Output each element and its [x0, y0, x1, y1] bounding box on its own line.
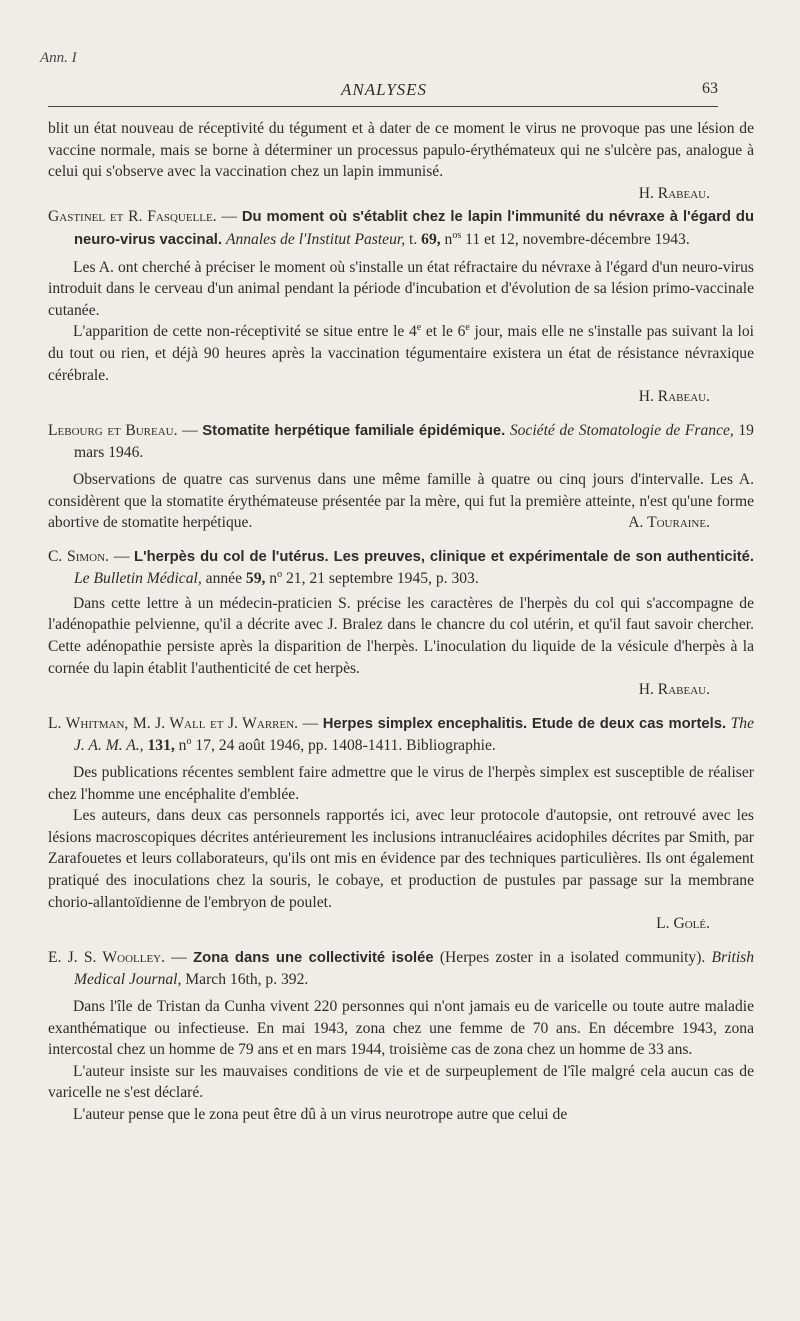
handwritten-note: Ann. I [40, 50, 77, 66]
text-column [48, 118, 754, 1126]
a3-journal: Société de Stomatologie de France, [505, 421, 734, 439]
a5-authors: L. Whitman, M. J. Wall et J. Warren. [48, 714, 299, 732]
a4-authors: C. Simon. [48, 547, 109, 565]
a2-title: Du moment où s'établit chez le lapin l'immunité du névraxe à l'égard du neuro-virus vaccinal. [74, 209, 755, 248]
a6-title: Zona dans une collectivité isolée [193, 949, 434, 966]
a2-paragraph-2: L'apparition de cette non-réceptivité se situe entre le 4e et le 6e jour, mais elle ne s'installe pas suivant la loi du tout ou rien, et déjà 90 heures après la vaccination tégumentaire existera un état de résistance névraxique cérébrale. [48, 322, 755, 384]
a6-citation: E. J. S. Woolley. — Zona dans une collectivité isolée (Herpes zoster in a isolated community). British Medical Journal, March 16th, p. 392. [48, 948, 755, 989]
a2-journal: Annales de l'Institut Pasteur, [225, 230, 406, 248]
a3-authors: Lebourg et Bureau. [48, 421, 178, 439]
a3-paragraph: Observations de quatre cas survenus dans une même famille à quatre ou cinq jours d'intervalle. Les A. considèrent que la stomatite érythémateuse présentée par la mère, qui fut la première atteinte, n'est qu'une forme abortive de stomatite herpétique. [48, 470, 754, 532]
a5-title: Herpes simplex encephalitis. Etude de deux cas mortels. [322, 715, 727, 732]
a2-signature: H. Rabeau. [638, 388, 710, 406]
a6-paragraph-3: L'auteur pense que le zona peut être dû à un virus neurotrope autre que celui de [73, 1105, 568, 1123]
a4-title: L'herpès du col de l'utérus. Les preuves, clinique et expérimentale de son authenticité. [134, 548, 754, 565]
a5-citation: L. Whitman, M. J. Wall et J. Warren. — Herpes simplex encephalitis. Etude de deux cas mortels. The J. A. M. A., 131, $n^o$ 17, 24 août 1946, pp. 1408-1411. Bibliographie. [48, 714, 754, 755]
a2-authors: Gastinel et R. Fasquelle. [48, 208, 217, 226]
a1-paragraph: blit un état nouveau de réceptivité du tégument et à dater de ce moment le virus ne provoque pas une lésion de vaccine normale, mais se borne à déterminer un processus papulo-érythémateux qui ne s'ulcère pas, analogue à celui qui s'observe avec la vaccination chez un lapin immunisé. [48, 120, 754, 181]
a5-journal: The J. A. M. A., [74, 714, 754, 755]
a4-paragraph: Dans cette lettre à un médecin-praticien S. précise les caractères de l'herpès du col qui s'accompagne de l'adénopathie pelvienne, qu'il a décrite avec J. Bralez dans le chancre du col utérin, et qu'il faut savoir chercher. Cette adénopathie persiste après la disparition de l'herpès. L'inoculation du liquide de la vésicule d'herpès à la cornée du lapin établit l'authenticité de cet herpès. [48, 594, 754, 677]
a3-signature: A. Touraine. [628, 514, 710, 532]
running-header [48, 80, 720, 100]
a6-paragraph-1: Dans l'île de Tristan da Cunha vivent 220 personnes qui n'ont jamais eu de varicelle ou toute autre maladie exanthématique ou infectieuse. En mai 1943, zona chez une femme de 70 ans. En décembre 1943, zona intercostal chez un homme de 79 ans et en mars 1944, troisième cas de zona chez un homme de 33 ans. [48, 997, 754, 1059]
a3-citation: Lebourg et Bureau. — Stomatite herpétique familiale épidémique. Société de Stomatologie de France, 19 mars 1946. [48, 421, 754, 462]
page-number: 63 [702, 80, 718, 97]
a6-journal: British Medical Journal, [74, 948, 755, 989]
a5-signature: L. Golé. [656, 915, 710, 933]
a5-paragraph-1: Des publications récentes semblent faire admettre que le virus de l'herpès simplex est susceptible de réaliser chez l'homme une encéphalite d'emblée. [48, 764, 754, 803]
a3-title: Stomatite herpétique familiale épidémique. [202, 422, 506, 439]
a6-paragraph-2: L'auteur insiste sur les mauvaises conditions de vie et de surpeuplement de l'île malgré cela aucun cas de varicelle ne s'est déclaré. [48, 1062, 754, 1102]
header-rule [48, 106, 718, 107]
a2-citation: Gastinel et R. Fasquelle. — Du moment où s'établit chez le lapin l'immunité du névraxe à l'égard du neuro-virus vaccinal. Annales de l'Institut Pasteur, t. 69, $n^{os}$ 11 et 12, novembre-décembre 1943. [48, 208, 755, 248]
a2-paragraph-1: Les A. ont cherché à préciser le moment où s'installe un état réfractaire du névraxe à l'égard d'un neuro-virus introduit dans le cerveau d'un animal pendant la période d'incubation et d'évolution de sa lésion primo-vaccinale cutanée. [48, 258, 754, 319]
a6-authors: E. J. S. Woolley. [48, 948, 166, 966]
a5-paragraph-2: Les auteurs, dans deux cas personnels rapportés ici, avec leur protocole d'autopsie, ont retrouvé avec les lésions macroscopiques décrites antérieurement les inclusions intranucléaires acidophiles décrites par Smith, par Zarafouetes et leurs collaborateurs, qu'ils ont mis en évidence par des techniques particulières. Ils ont également pratiqué des inoculations chez la souris, le cobaye, et production de pustules par passage sur la membrane chorio-allantoïdienne de l'embryon de poulet. [48, 807, 754, 911]
a4-journal: Le Bulletin Médical, [74, 570, 202, 588]
a4-citation: C. Simon. — L'herpès du col de l'utérus. Les preuves, clinique et expérimentale de son authenticité. Le Bulletin Médical, année 59, $n^o$ 21, 21 septembre 1945, p. 303. [48, 547, 754, 588]
a1-signature: H. Rabeau. [638, 184, 710, 202]
running-title: ANALYSES [340, 80, 428, 99]
a4-signature: H. Rabeau. [638, 681, 710, 699]
